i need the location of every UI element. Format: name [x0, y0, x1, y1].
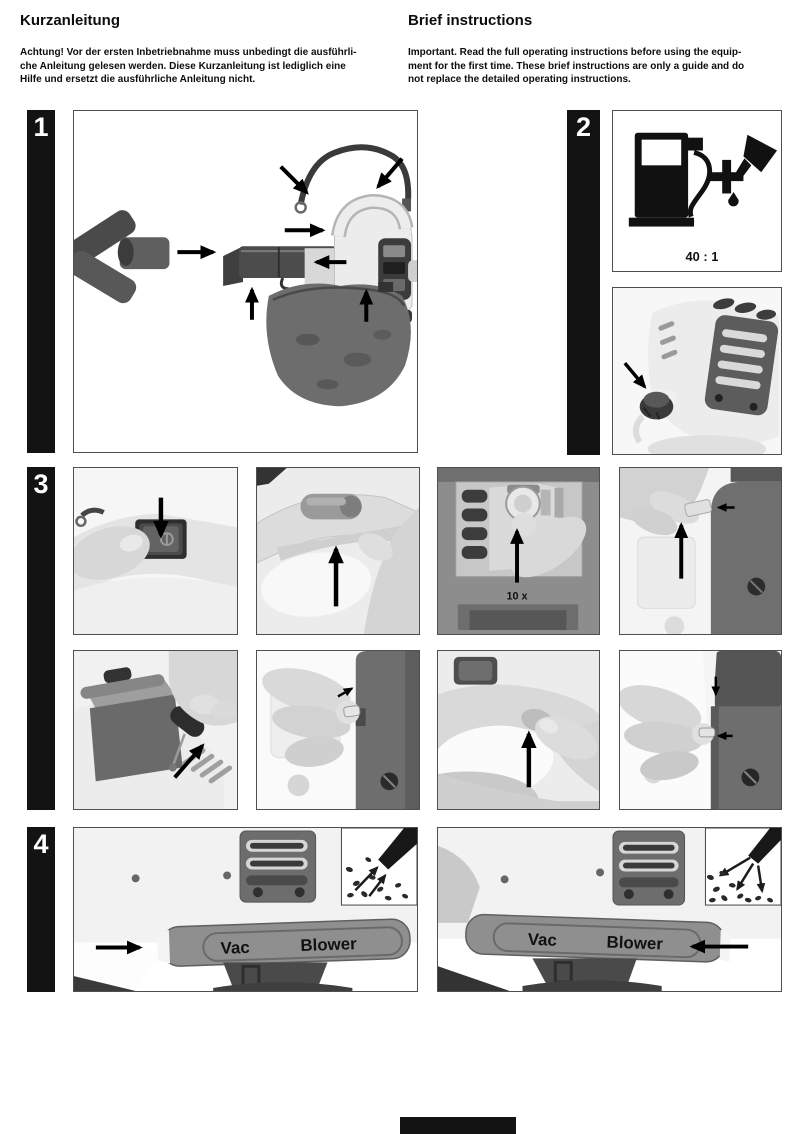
blower-mode-photo: [438, 828, 781, 991]
mode-lever: [157, 919, 411, 967]
photo-stop-switch: [73, 467, 238, 635]
muffler-grille: [240, 831, 316, 902]
muffler-grille: [613, 831, 685, 905]
step-4-bar: [27, 827, 55, 992]
page-title-english: Brief instructions: [408, 12, 533, 29]
german-column: [20, 12, 395, 87]
panel-fuel-tank-photo: [612, 287, 782, 455]
starter-pull-photo: [74, 651, 237, 809]
throttle-trigger-photo: [438, 651, 599, 809]
stop-switch-photo: [74, 468, 237, 634]
assembly-diagram-image: [74, 111, 417, 452]
fuel-tank-photo: [613, 288, 781, 454]
choke-run-photo: [620, 651, 781, 809]
strap-arrow-left: [281, 167, 307, 193]
engine-housing: [711, 706, 781, 809]
panel-assembly-diagram: [73, 110, 418, 453]
strap-arrow-right: [378, 159, 402, 187]
page-title-german: Kurzanleitung: [20, 12, 120, 29]
step-1-bar: [27, 110, 55, 453]
throttle-lock-photo: [257, 468, 419, 634]
starter-cover: [80, 673, 183, 781]
mode-lever: [465, 914, 731, 963]
choke-lever: [699, 728, 715, 737]
photo-choke-pull: [619, 467, 782, 635]
step-4-number: 4: [33, 829, 49, 859]
step-3-bar: [27, 467, 55, 810]
vacuum-leaves-inset: [341, 828, 417, 905]
intro-text-english: [408, 46, 788, 87]
blow-leaves-inset: [705, 828, 781, 905]
english-column: [408, 12, 788, 87]
blower-label: Blower: [606, 932, 664, 954]
step-3-number: 3: [33, 469, 49, 499]
intro-de-line2: che Anleitung gelesen werden. Diese Kurzanleitung ist lediglich eine: [20, 60, 346, 72]
step-2-number: 2: [575, 112, 592, 142]
vac-label: Vac: [220, 937, 251, 958]
photo-mode-blower: [437, 827, 782, 992]
photo-choke-run-position: [619, 650, 782, 810]
choke-lever: [343, 705, 360, 717]
photo-starter-pull: [73, 650, 238, 810]
print-registration-mark: [400, 1117, 516, 1134]
intro-en-line2: ment for the first time. These brief instructions are only a guide and do: [408, 60, 745, 72]
intro-en-line3: not replace the detailed operating instructions.: [408, 74, 631, 85]
collection-bag: [266, 282, 411, 406]
photo-throttle-trigger: [437, 650, 600, 810]
choke-pull-photo: [620, 468, 781, 634]
intro-text-german: [20, 46, 395, 87]
photo-primer-pump: [437, 467, 600, 635]
fuel-pump-icon: [629, 133, 710, 227]
primer-pump-photo: [438, 468, 599, 634]
photo-mode-vacuum: [73, 827, 418, 992]
intro-en-line1: Important. Read the full operating instructions before using the equip-: [408, 47, 742, 58]
photo-choke-set: [256, 650, 420, 810]
fuel-mix-pictogram: [613, 111, 781, 271]
intro-de-line3: Hilfe und ersetzt die ausführliche Anleitung nicht.: [20, 74, 256, 85]
vacuum-mode-photo: [74, 828, 417, 991]
vacuum-nozzle: [74, 207, 169, 307]
engine-cover: [715, 651, 781, 710]
choke-set-photo: [257, 651, 419, 809]
engine-grille: [704, 314, 780, 417]
vac-label: Vac: [527, 929, 558, 950]
oil-can-icon: [734, 135, 777, 181]
intro-de-line1: Achtung! Vor der ersten Inbetriebnahme muss unbedingt die ausführli-: [20, 47, 357, 58]
step-1-number: 1: [33, 112, 49, 142]
photo-throttle-lock: [256, 467, 420, 635]
blower-label: Blower: [300, 934, 358, 956]
engine-housing: [711, 482, 781, 634]
panel-fuel-mix: [612, 110, 782, 272]
lock-button: [300, 494, 361, 520]
step-2-bar: [567, 110, 600, 455]
fuel-ratio-label: 40 : 1: [685, 249, 719, 265]
primer-count-label: 10 x: [506, 590, 528, 603]
oil-drop-icon: [728, 192, 738, 206]
stop-switch-small: [454, 657, 497, 685]
